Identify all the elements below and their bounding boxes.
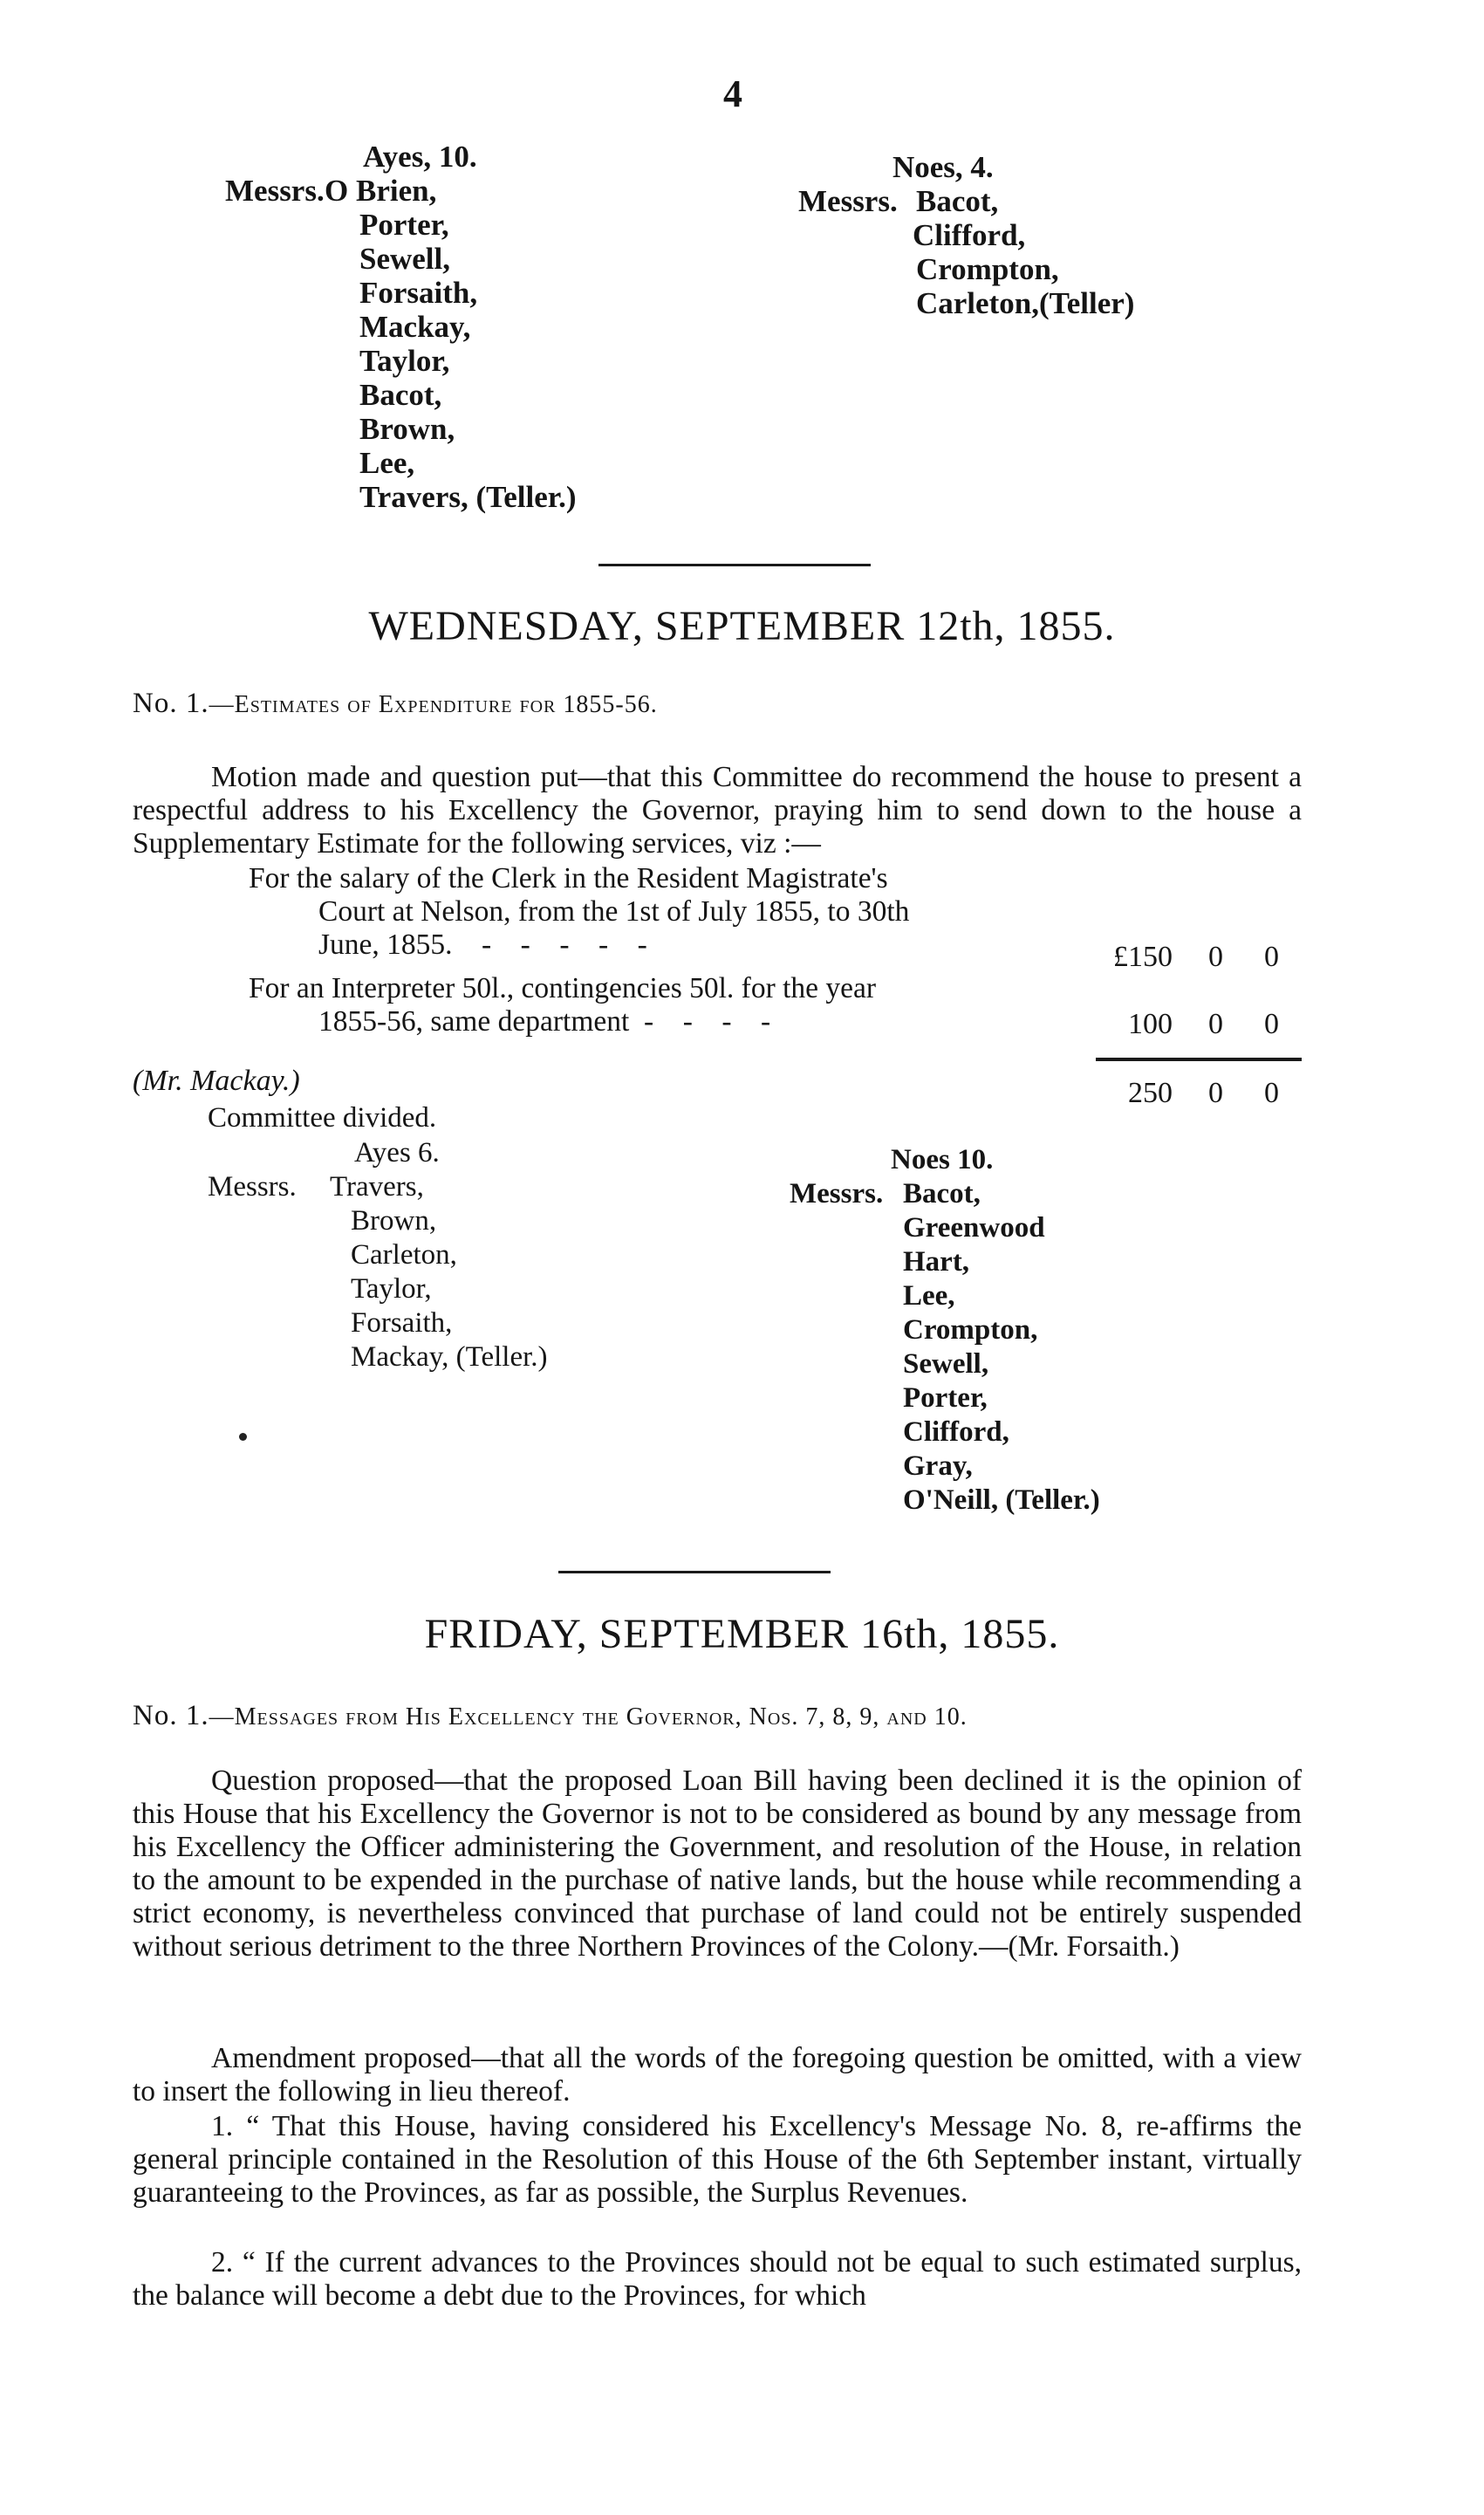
section1-ayes-name: Brown,	[351, 1205, 437, 1237]
vote1-noes-name: Crompton,	[916, 252, 1059, 286]
section-divider	[558, 1571, 831, 1573]
section1-ayes-name: Forsaith,	[351, 1307, 453, 1339]
section1-noes-heading: Noes 10.	[891, 1144, 994, 1175]
amount-pounds: £150	[1113, 941, 1173, 973]
amount-pence: 0	[1264, 1008, 1279, 1040]
section2-item-heading	[133, 1700, 968, 1732]
vote1-ayes-name: O Brien,	[325, 174, 437, 208]
section1-ayes-name: Taylor,	[351, 1273, 432, 1305]
section2-date-heading: FRIDAY, SEPTEMBER 16th, 1855.	[424, 1611, 1060, 1657]
vote1-ayes-name: Brown,	[359, 412, 455, 446]
section1-motion: Motion made and question put—that this Committee do recommend the house to present a respectful address to his Excellency the Governor, praying him to send down to the house a Supplementary Estimate for the following services, viz :—	[133, 761, 1302, 860]
estimate-1	[249, 862, 1086, 962]
estimate-1-line: Court at Nelson, from the 1st of July 1855, to 30th	[318, 895, 910, 928]
vote1-noes-messrs: Messrs.	[798, 184, 898, 218]
page-number: 4	[723, 72, 742, 115]
section2-item-number: No. 1.	[133, 1700, 209, 1731]
estimate-1-amount	[1101, 941, 1279, 974]
vote1-ayes-name: Travers, (Teller.)	[359, 480, 577, 514]
section1-noes-name: Crompton,	[903, 1314, 1038, 1346]
vote1-noes	[798, 150, 1165, 320]
amount-shillings: 0	[1208, 941, 1223, 973]
section2-item-title: —Messages from His Excellency the Governor, Nos. 7, 8, 9, and 10.	[209, 1703, 968, 1730]
section1-noes-name: O'Neill, (Teller.)	[903, 1484, 1100, 1516]
amount-pence: 0	[1264, 941, 1279, 973]
vote1-ayes-name: Bacot,	[359, 378, 442, 412]
vote1-ayes-name: Mackay,	[359, 310, 471, 344]
vote1-noes-name: Clifford,	[913, 218, 1026, 252]
estimate-2-line: 1855-56, same department - - - -	[318, 1005, 771, 1038]
section1-noes	[790, 1143, 1191, 1518]
vote1-noes-name: Bacot,	[916, 184, 999, 218]
section1-item-number: No. 1.	[133, 688, 209, 719]
section1-date-heading: WEDNESDAY, SEPTEMBER 12th, 1855.	[368, 603, 1116, 649]
section1-ayes-name: Carleton,	[351, 1239, 457, 1271]
total-rule	[1096, 1058, 1302, 1061]
vote1-ayes-messrs: Messrs.	[225, 174, 325, 208]
section1-ayes-name: Mackay, (Teller.)	[351, 1341, 548, 1373]
section2-question: Question proposed—that the proposed Loan Bill having been declined it is the opinion of this House that his Excellency the Governor is not to be considered as bound by any message from his Excellency the Officer administering the Government, and resolution of the House, in relation to the amount to be expended in the purchase of native lands, but the house while recommending a strict economy, is nevertheless convinced that purchase of land could not be entirely suspended without serious detriment to the three Northern Provinces of the Colony.—(Mr. Forsaith.)	[133, 1765, 1302, 1963]
vote1-ayes-name: Forsaith,	[359, 276, 478, 310]
total-pounds: 250	[1128, 1077, 1173, 1109]
section1-ayes-name: Travers,	[330, 1171, 424, 1203]
section1-noes-name: Sewell,	[903, 1348, 989, 1380]
section1-mover: (Mr. Mackay.)	[133, 1065, 300, 1097]
total-shillings: 0	[1208, 1077, 1223, 1109]
section2-point-1: 1. “ That this House, having considered his Excellency's Message No. 8, re-affirms the general principle contained in the Resolution of this House of the 6th September instant, virtually guaranteeing to the Provinces, as far as possible, the Surplus Revenues.	[133, 2110, 1302, 2209]
section1-noes-name: Gray,	[903, 1450, 973, 1482]
estimate-2	[249, 972, 1086, 1038]
section1-noes-name: Greenwood	[903, 1212, 1045, 1244]
section1-noes-name: Porter,	[903, 1382, 988, 1414]
vote1-noes-heading: Noes, 4.	[892, 150, 994, 184]
section1-ayes-heading: Ayes 6.	[354, 1137, 440, 1168]
section1-item-heading	[133, 688, 658, 720]
committee-divided: Committee divided.	[208, 1102, 437, 1134]
vote1-ayes-heading: Ayes, 10.	[363, 140, 477, 174]
vote1-ayes-name: Taylor,	[359, 344, 450, 378]
vote1-ayes-name: Sewell,	[359, 242, 451, 276]
estimate-total	[1101, 1077, 1279, 1110]
vote1-ayes-list	[225, 174, 592, 514]
estimate-1-line: For the salary of the Clerk in the Resident Magistrate's	[249, 862, 888, 894]
estimate-2-amount	[1101, 1008, 1279, 1041]
total-pence: 0	[1264, 1077, 1279, 1109]
section1-item-title: —Estimates of Expenditure for 1855-56.	[209, 691, 658, 718]
amount-pounds: 100	[1128, 1008, 1173, 1040]
section1-noes-name: Lee,	[903, 1280, 955, 1312]
section2-amendment: Amendment proposed—that all the words of the foregoing question be omitted, with a view to insert the following in lieu thereof.	[133, 2042, 1302, 2107]
amount-shillings: 0	[1208, 1008, 1223, 1040]
section1-noes-list	[790, 1177, 1191, 1518]
vote1-ayes-name: Lee,	[359, 446, 415, 480]
section1-noes-name: Clifford,	[903, 1416, 1009, 1448]
estimate-2-line: For an Interpreter 50l., contingencies 50l. for the year	[249, 972, 877, 1004]
section-divider	[598, 564, 871, 566]
section2-point-2: 2. “ If the current advances to the Provinces should not be equal to such estimated surplus, the balance will become a debt due to the Provinces, for which	[133, 2246, 1302, 2312]
ink-mark	[239, 1433, 247, 1441]
vote1-ayes-name: Porter,	[359, 208, 449, 242]
section1-noes-messrs: Messrs.	[790, 1178, 884, 1210]
section1-noes-name: Hart,	[903, 1246, 970, 1278]
section1-ayes	[208, 1136, 592, 1374]
vote1-noes-name: Carleton,(Teller)	[916, 286, 1135, 320]
estimate-1-line: June, 1855. - - - - -	[318, 929, 647, 961]
section1-ayes-messrs: Messrs.	[208, 1171, 297, 1203]
vote1-ayes	[225, 140, 592, 514]
section1-noes-name: Bacot,	[903, 1178, 981, 1210]
